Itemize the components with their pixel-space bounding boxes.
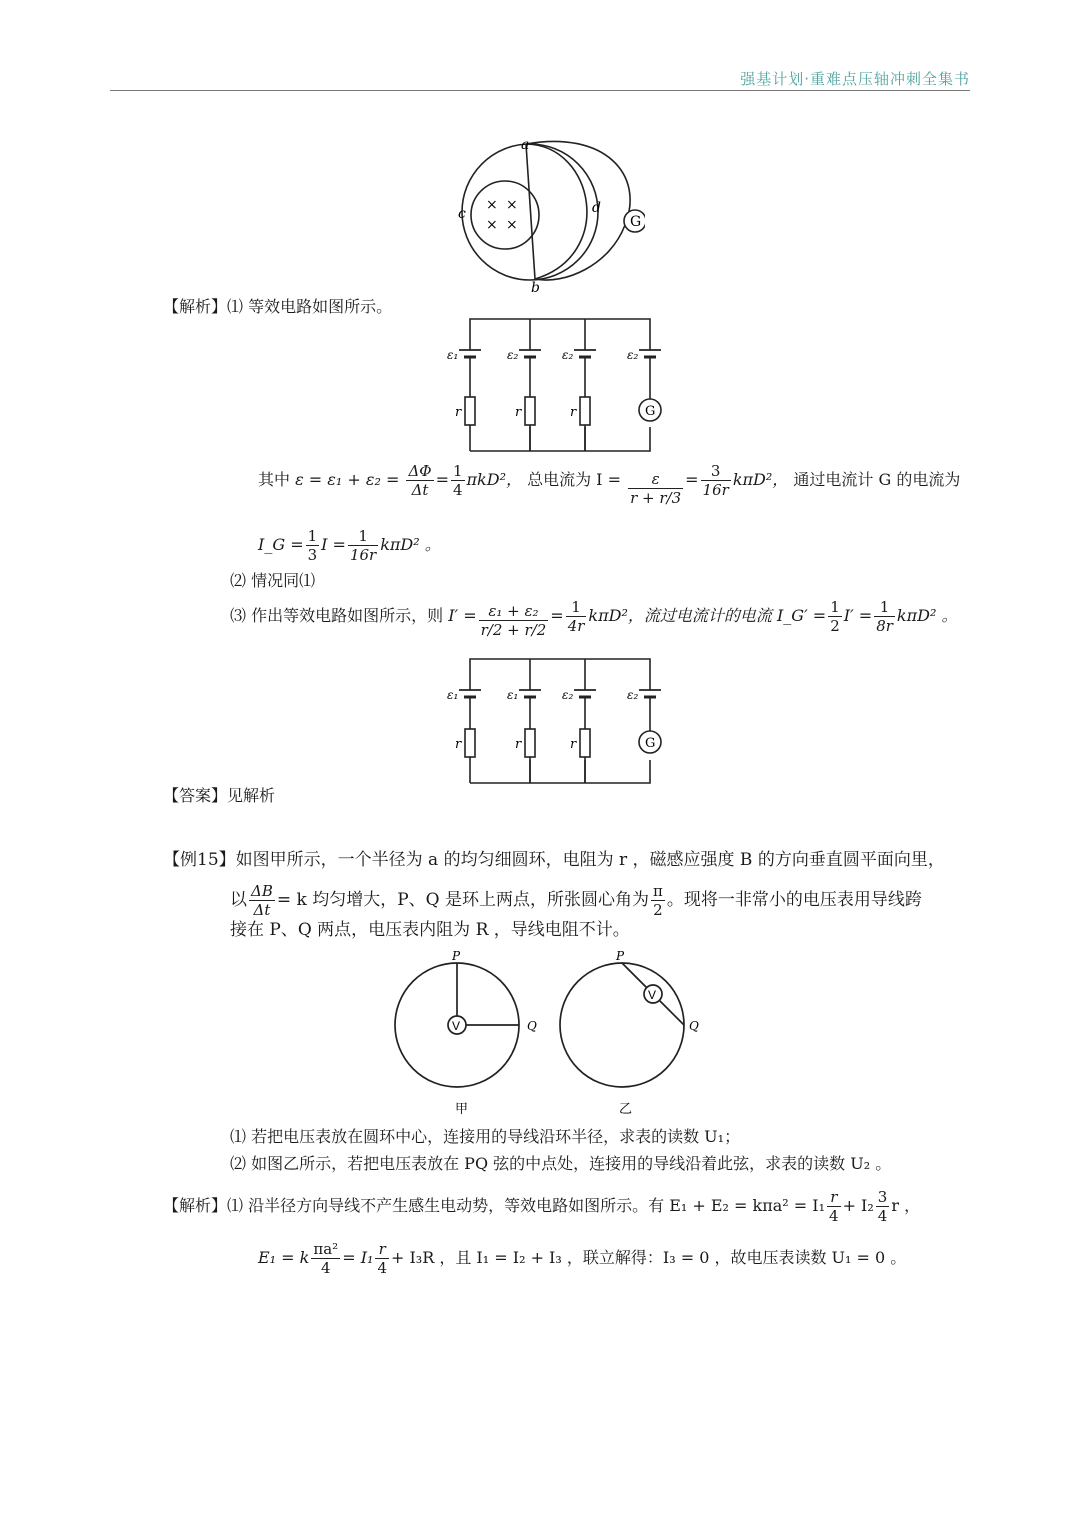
eq1-prefix: 其中 [258,470,291,489]
solution1-p3: ⑶ 作出等效电路如图所示，则 I′ = $\frac{\text{ε₁ + ε₂}}{r/2 + r/2}$ = $\frac{1}{4r}$ kπD²，流过电流计的电流 I_G′ = $\frac{1}{2}$ I′ = $\frac{1}{8r}$ kπD² 。 [230,598,958,639]
frac: $\frac{\varepsilon}{r + r/3}$ [630,470,682,507]
emf-label: ε₂ [627,348,639,362]
label-a: a [521,137,530,153]
answer-text: 见解析 [227,786,276,805]
solution-tag: 【解析】 [163,1196,228,1215]
resistor [465,729,475,757]
example15-line1: 【例15】如图甲所示，一个半径为 a 的均匀细圆环，电阻为 r ，磁感应强度 B 的方向垂直圆平面向里， [163,850,945,870]
frac: $\frac{1}{4}$ [452,462,463,499]
frac: $\frac{\text{πa²}}{4}$ [313,1240,339,1277]
answer-line [163,784,275,808]
frac: $\frac{\Delta\Phi}{\Delta t}$ [408,462,432,499]
solution-tag: 【解析】 [163,297,228,316]
solution1-eq1: 其中 ε = ε₁ + ε₂ = $\frac{\Delta\Phi}{\Delta t}$ = $\frac{1}{4}$ πkD²， 总电流为 I = $\frac{\varepsilon}{r + r/3}$ = $\frac{3}{16r}$ kπD²， 通过电流计 G 的电流为 [258,462,961,507]
frac: $\frac{1}{4r}$ [567,598,585,635]
equivalent-circuit-2 [445,655,675,790]
emf-label: ε₂ [562,348,574,362]
frac: $\frac{\pi}{2}$ [653,882,663,919]
emf-label: ε₁ [507,688,519,702]
solution1-p1: ⑴ 等效电路如图所示。 [227,297,393,316]
resistor-label: r [515,737,522,752]
solution2-line2: E₁ = k $\frac{\text{πa²}}{4}$ = I₁ $\frac{r}{4}$ + I₃R ，且 I₁ = I₂ + I₃ ，联立解得：I₃ = 0 ，故电压表读数 U₁ = 0 。 [258,1240,907,1277]
resistor-label: r [570,405,577,420]
frac: $\frac{r}{4}$ [377,1240,387,1277]
label-q: Q [689,1019,699,1033]
ring-figures-jia-yi [385,948,715,1120]
frac: $\frac{3}{4}$ [877,1188,888,1225]
label-p: P [616,949,625,963]
bottom-wire [470,427,650,451]
bottom-wire [470,760,650,783]
solution1-p2: ⑵ 情况同⑴ [230,571,316,590]
label-g: G [630,214,642,230]
frac: $\frac{1}{8r}$ [876,598,893,635]
emf-label: ε₂ [562,688,574,702]
resistor [580,397,590,425]
frac: $\frac{r}{4}$ [829,1188,839,1225]
frac: $\frac{\text{ε₁ + ε₂}}{r/2 + r/2}$ [480,602,547,639]
example-tag: 【例15】 [163,850,236,870]
frac: $\frac{1}{16r}$ [349,527,377,564]
voltmeter-label: V [648,988,657,1002]
resistor [580,729,590,757]
cross-mark: × [506,217,518,233]
emf-label: ε₂ [507,348,519,362]
galvanometer-label: G [645,404,656,419]
header-title: 强基计划·重难点压轴冲刺全集书 [740,70,970,88]
emf-label: ε₁ [447,688,459,702]
cross-mark: × [506,197,518,213]
equivalent-circuit-1 [445,315,675,455]
eq1-a: ε = ε₁ + ε₂ = [295,470,400,489]
resistor-label: r [455,737,462,752]
resistor [465,397,475,425]
label-jia: 甲 [455,1102,469,1117]
solution1-line1 [163,295,392,319]
resistor-label: r [570,737,577,752]
frac: $\frac{3}{16r}$ [702,462,729,499]
top-wire [470,659,650,690]
emf-label: ε₂ [627,688,639,702]
eq1-mid: 总电流为 I = [527,470,621,489]
resistor [525,729,535,757]
chord-ab [526,144,535,279]
example15-q2: ⑵ 如图乙所示，若把电压表放在 PQ 弦的中点处，连接用的导线沿着此弦，求表的读数 U₂ 。 [230,1154,892,1173]
frac: $\frac{1}{2}$ [830,598,840,635]
example15-q1: ⑴ 若把电压表放在圆环中心，连接用的导线沿环半径，求表的读数 U₁； [230,1127,741,1146]
example15-line2: 以 $\frac{\Delta B}{\Delta t}$ = k 均匀增大，P、Q 是环上两点，所张圆心角为 $\frac{\pi}{2}$ 。现将一非常小的电压表用导线跨 [230,882,922,919]
label-d: d [592,200,601,216]
ring-figure [455,135,645,295]
cross-mark: × [486,197,498,213]
example15-line3: 接在 P、Q 两点，电压表内阻为 R ，导线电阻不计。 [230,920,630,940]
label-q: Q [527,1019,537,1033]
resistor-label: r [455,405,462,420]
resistor [525,397,535,425]
label-yi: 乙 [619,1102,633,1117]
label-c: c [458,206,466,222]
solution2-line1: 【解析】⑴ 沿半径方向导线不产生感生电动势，等效电路如图所示。有 E₁ + E₂ = kπa² = I₁ $\frac{r}{4}$ + I₂ $\frac{3}{4}$ r ， [163,1188,921,1225]
frac: $\frac{\Delta B}{\Delta t}$ [251,882,273,919]
label-b: b [531,280,540,295]
ring-yi [560,963,684,1087]
galvanometer-label: G [645,736,656,751]
label-p: P [452,949,461,963]
voltmeter-label: V [452,1019,461,1033]
resistor-label: r [515,405,522,420]
answer-tag: 【答案】 [163,786,228,805]
page-header [110,58,970,91]
top-wire [470,319,650,350]
emf-label: ε₁ [447,348,459,362]
frac: $\frac{1}{3}$ [307,527,318,564]
eq1-end: 通过电流计 G 的电流为 [793,470,961,489]
cross-mark: × [486,217,498,233]
solution1-eq2: I_G = $\frac{1}{3}$ I = $\frac{1}{16r}$ kπD² 。 [258,527,441,564]
